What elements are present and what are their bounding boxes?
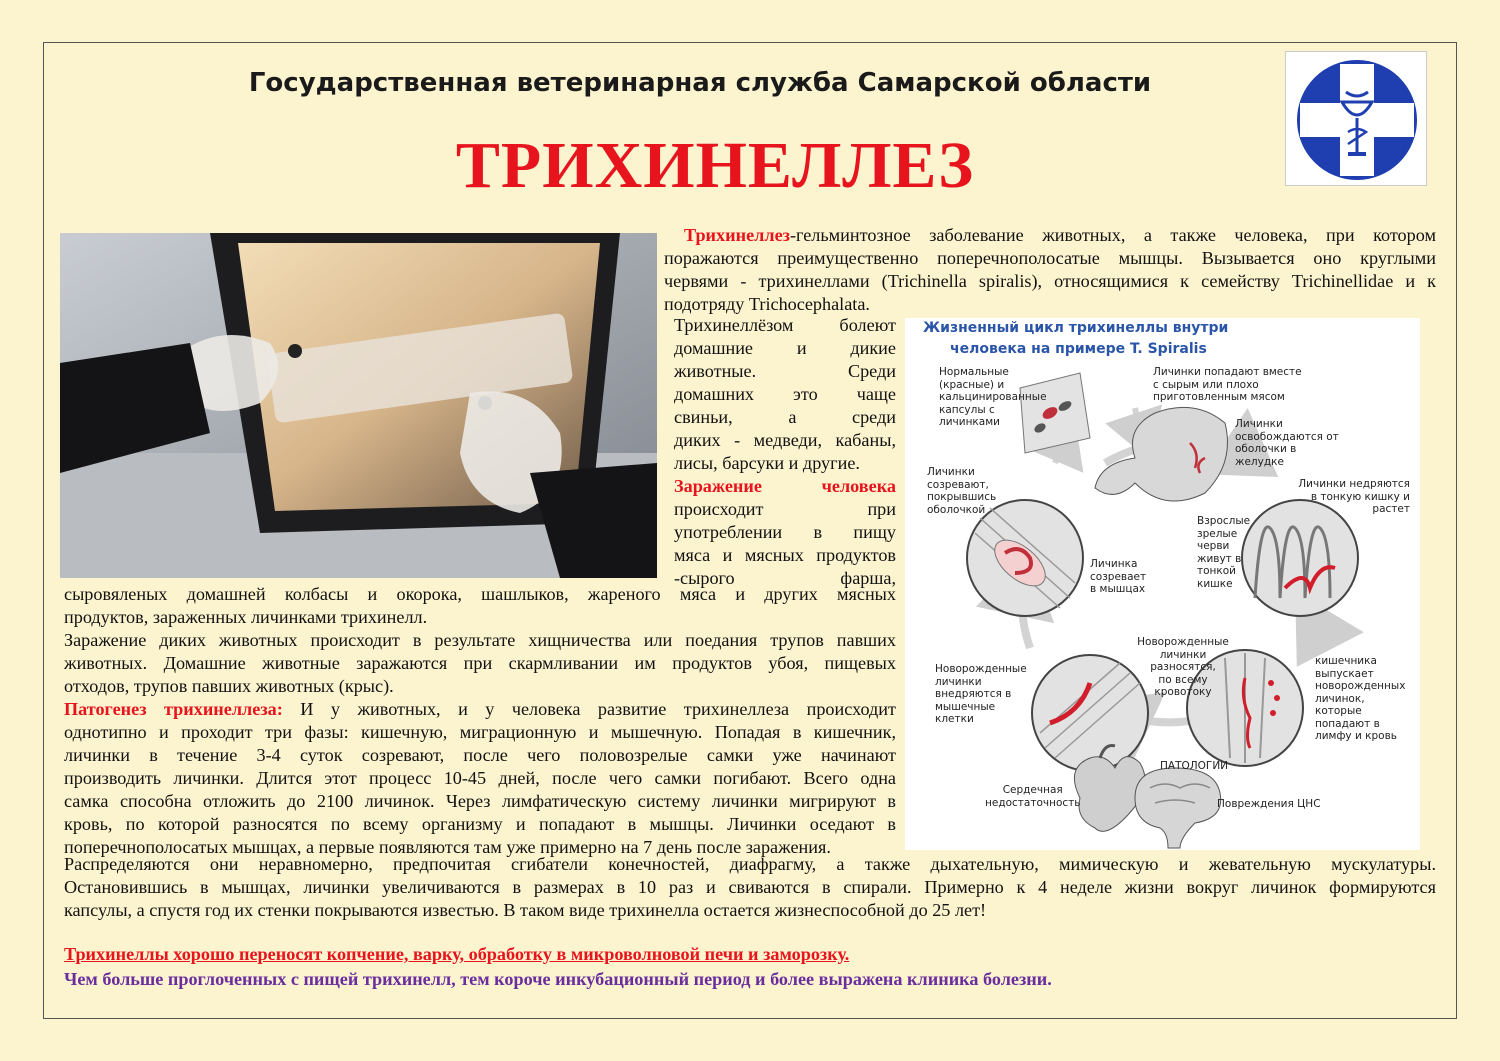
hosts-line: домашние и дикие [674, 338, 896, 358]
human-infection-line: -сырого фарша, [674, 568, 896, 588]
wild-infection-line: животных. Домашние животные заражаются при скармливании им продуктов убоя, пищевых [64, 653, 896, 673]
incubation-note: Чем больше проглоченных с пищей трихинелл, тем короче инкубационный период и более выражена клиника болезни. [64, 969, 1052, 989]
resistance-note: Трихинеллы хорошо переносят копчение, варку, обработку в микроволновой печи и заморозку. [64, 944, 850, 964]
label-line: Новорожденные [1137, 636, 1229, 648]
label-line: кальцинированные [939, 391, 1047, 403]
wild-infection-line: Заражение диких животных происходит в результате хищничества или поедания трупов павших [64, 630, 896, 650]
brain-icon [1135, 768, 1221, 848]
human-infection-line: происходит при [674, 499, 896, 519]
label-muscle [1090, 558, 1146, 596]
label-line: покрывшись [927, 491, 997, 503]
pathogenesis-full-line: Распределяются они неравномерно, предпочитая сгибатели конечностей, диафрагму, а также дыхательную, мимическую и жевательную мускулатуры. [64, 854, 1436, 874]
label-line: приготовленным мясом [1153, 391, 1285, 403]
label-line: оболочкой [927, 503, 986, 516]
pathogenesis-full-line: капсулы, а спустя год их стенки покрываются известью. В таком виде трихинелла остается жизнеспособной до 25 лет! [64, 900, 987, 920]
label-adult [1197, 515, 1250, 590]
human-infection-cont: продуктов, зараженных личинками трихинелл. [64, 607, 428, 627]
hosts-line: диких - медведи, кабаны, [674, 430, 896, 450]
label-line: кишечника [1315, 655, 1377, 667]
human-infection-cont: сыровяленых домашней колбасы и окорока, шашлыков, жареного мяса и других мясных [64, 584, 896, 604]
main-left-column [64, 583, 896, 859]
intro-line-4: подотряду Trichocephalata. [664, 294, 870, 314]
label-line: Личинки [927, 466, 975, 478]
organization-heading: Государственная ветеринарная служба Самарской области [248, 68, 1152, 98]
label-line: оболочки в [1235, 443, 1297, 455]
label-line: желудке [1235, 455, 1284, 468]
hosts-line: Трихинеллёзом болеют [674, 315, 896, 335]
pathogenesis-line: производить личинки. Длится этот процесс 10-45 дней, после чего самки погибают. Всего одна [64, 768, 896, 788]
label-line: (красные) и [939, 378, 1005, 391]
label-newborn-invade [935, 663, 1027, 726]
label-line: мышечные [935, 700, 996, 713]
label-mature-shell [927, 466, 996, 516]
page-title: ТРИХИНЕЛЛЕЗ [455, 129, 975, 202]
label-line: кишке [1197, 577, 1233, 590]
diagram-title: Жизненный цикл трихинеллы внутри [923, 320, 1229, 336]
medical-emblem-icon [1286, 52, 1428, 187]
pathogenesis-line: И у животных, и у человека развитие трихинеллеза происходит [282, 699, 896, 719]
label-line: освобождаются от [1235, 430, 1339, 443]
human-infection-line: мяса и мясных продуктов [674, 545, 896, 565]
label-eaten [1153, 366, 1302, 404]
label-line: личинки [1159, 648, 1207, 661]
label-line: Личинки недряются [1298, 478, 1410, 490]
label-line: Сердечная [1002, 784, 1063, 796]
hosts-line: лисы, барсуки и другие. [674, 453, 860, 473]
label-line: Нормальные [939, 366, 1009, 378]
vet-service-logo [1285, 51, 1427, 186]
label-line: растет [1372, 503, 1410, 515]
label-line: личинок, [1315, 692, 1365, 705]
label-line: черви [1197, 540, 1230, 552]
label-line: выпускает [1315, 667, 1374, 680]
label-line: с сырым или плохо [1153, 378, 1259, 391]
blood-vessel-circle [1032, 655, 1148, 771]
label-line: недостаточность [985, 796, 1081, 809]
label-cns: Повреждения ЦНС [1217, 798, 1321, 810]
label-line: живут в [1197, 552, 1242, 565]
label-line: в мышцах [1090, 583, 1146, 595]
label-line: Личинка [1090, 558, 1138, 570]
lab-photo [60, 233, 657, 578]
label-line: личинки [935, 675, 982, 688]
label-line: созревают, [927, 478, 989, 491]
term-trichinellosis: Трихинеллез [684, 225, 790, 245]
human-infection-line: употреблении в пищу [674, 522, 896, 542]
life-cycle-diagram [905, 318, 1420, 850]
pathogenesis-line: поперечнополосатых мышцах, а первые появляются там уже примерно на 7 день после заражения. [64, 837, 831, 857]
label-line: разносятся, [1150, 661, 1216, 673]
label-newborn-spread [1133, 636, 1233, 699]
label-line: Личинки попадают вместе [1153, 366, 1302, 378]
intro-paragraph [664, 224, 1436, 316]
pathogenesis-heading: Патогенез трихинеллеза: [64, 699, 283, 719]
intestine-circle [1242, 500, 1358, 616]
label-line: зрелые [1197, 527, 1238, 540]
label-line: лимфу и кровь [1315, 730, 1397, 742]
label-line: клетки [935, 713, 974, 725]
label-line: внедряются в [935, 688, 1012, 700]
human-infection-heading: Заражение человека [674, 476, 896, 496]
label-pathology: ПАТОЛОГИИ [1160, 760, 1229, 772]
hosts-line: свиньи, а среди [674, 407, 896, 427]
label-line: новорожденных [1315, 680, 1406, 692]
label-intestine [1290, 478, 1410, 516]
label-line: Взрослые [1197, 515, 1251, 527]
hosts-line: домашних это чаще [674, 384, 896, 404]
label-line: созревает [1090, 570, 1147, 583]
pathogenesis-line: однотипно и проходит три фазы: кишечную, миграционную и мышечную. Попадая в кишечник, [64, 722, 896, 742]
intro-line-1: -гельминтозное заболевание животных, а также человека, при котором [789, 225, 1436, 245]
muscle-circle [967, 500, 1083, 616]
label-line: капсулы с [939, 403, 995, 416]
intro-line-3: червями - трихинеллами (Trichinella spiralis), относящимися к семейству Trichinellidae и к [664, 271, 1436, 291]
label-capsules [939, 366, 1047, 429]
label-line: Личинки [1235, 418, 1283, 430]
label-line: попадают в [1315, 717, 1380, 730]
pathogenesis-full-line: Остановившись в мышцах, личинки увеличиваются в размерах в 10 раз и свиваются в спирали. Примерно к 4 неделе жизни вокруг личинок формируются [64, 877, 1436, 897]
label-line: тонкой [1197, 565, 1236, 577]
hosts-line: животные. Среди [674, 361, 896, 381]
label-line: Новорожденные [935, 663, 1027, 675]
wild-infection-line: отходов, трупов павших животных (крыс). [64, 676, 394, 696]
label-line: личинками [939, 416, 1000, 428]
hosts-column [674, 314, 896, 590]
pathogenesis-full-width [64, 853, 1436, 922]
label-line: по всему [1158, 673, 1208, 686]
intro-line-2: поражаются преимущественно поперечнополосатые мышцы. Вызывается оно круглыми [664, 248, 1436, 268]
label-heart [985, 784, 1080, 809]
diagram-title: человека на примере T. Spiralis [950, 341, 1207, 357]
pathogenesis-line: самка способна отложить до 2100 личинок. Через лимфатическую систему личинки мигрируют в [64, 791, 896, 811]
label-release [1315, 655, 1405, 743]
pathogenesis-line: кровь, по которой разносятся по всему организму и попадают в мышцы. Личинки оседают в [64, 814, 896, 834]
label-line: в тонкую кишку и [1310, 490, 1410, 503]
pathogenesis-line: личинки в течение 3-4 суток созревают, после чего половозрелые самки уже начинают [64, 745, 896, 765]
label-stomach [1235, 418, 1339, 468]
label-line: кровотоку [1154, 686, 1212, 698]
label-line: которые [1315, 705, 1362, 717]
